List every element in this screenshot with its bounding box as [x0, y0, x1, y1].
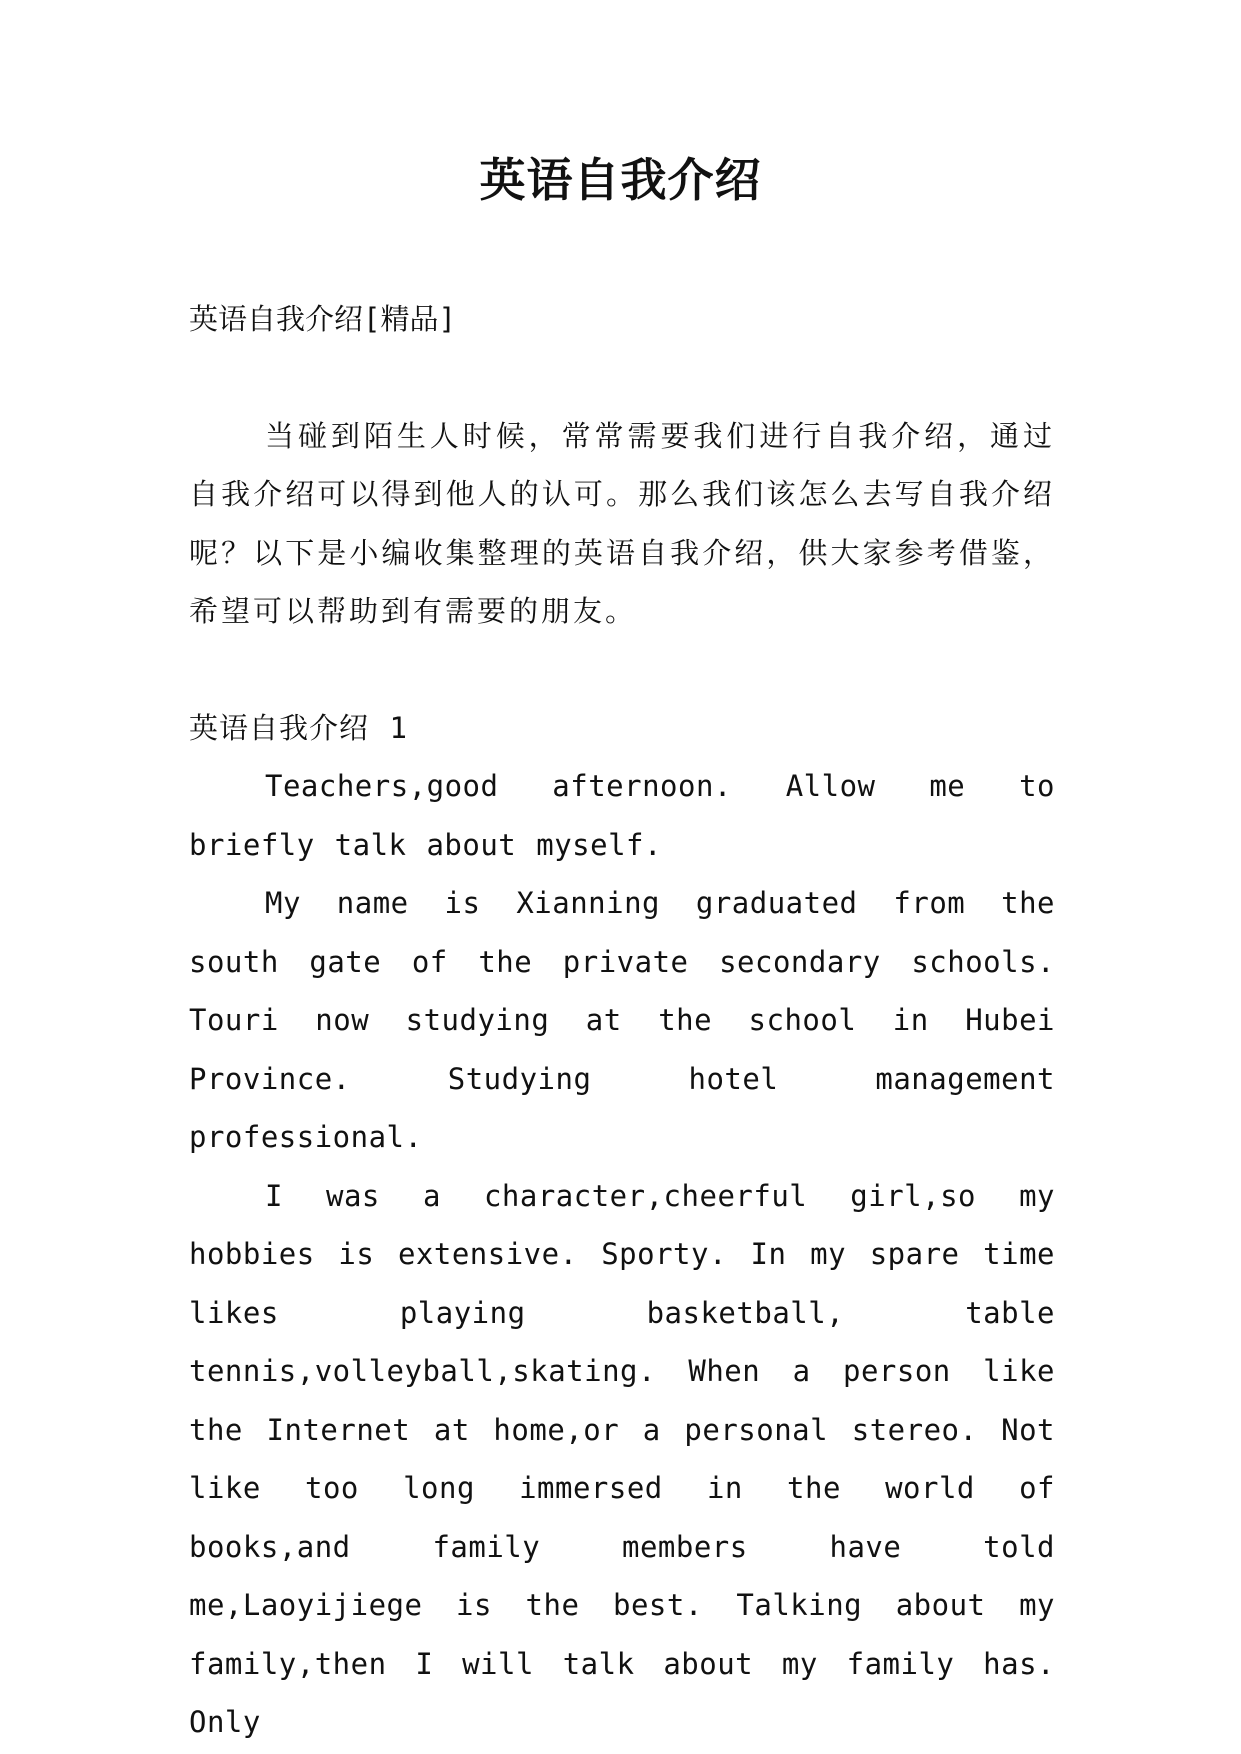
body-paragraph-3: I was a character,cheerful girl,so my hobbies is extensive. Sporty. In my spare time likes playing basketball, table tennis,volleyball,skating. When a person like the Internet at home,or a personal stereo. Not like too long immersed in the world of books,and family members have told me,Laoyijiege is the best. Talking about my family,then I will talk about my family has. Only [189, 1178, 1055, 1739]
section-heading: 英语自我介绍 1 [189, 710, 408, 745]
body-paragraph-1: Teachers,good afternoon. Allow me to briefly talk about myself. [189, 769, 1055, 862]
document-body [189, 290, 1055, 1752]
body-paragraph-2: My name is Xianning graduated from the south gate of the private secondary schools. Touri now studying at the school in Hubei Province. Studying hotel management professional. [189, 886, 1055, 1154]
document-subtitle: 英语自我介绍[精品] [189, 302, 456, 336]
document-title: 英语自我介绍 [479, 153, 762, 207]
intro-paragraph: 当碰到陌生人时候，常常需要我们进行自我介绍，通过自我介绍可以得到他人的认可。那么我们该怎么去写自我介绍呢？以下是小编收集整理的英语自我介绍，供大家参考借鉴，希望可以帮助到有需要的朋友。 [189, 418, 1055, 628]
